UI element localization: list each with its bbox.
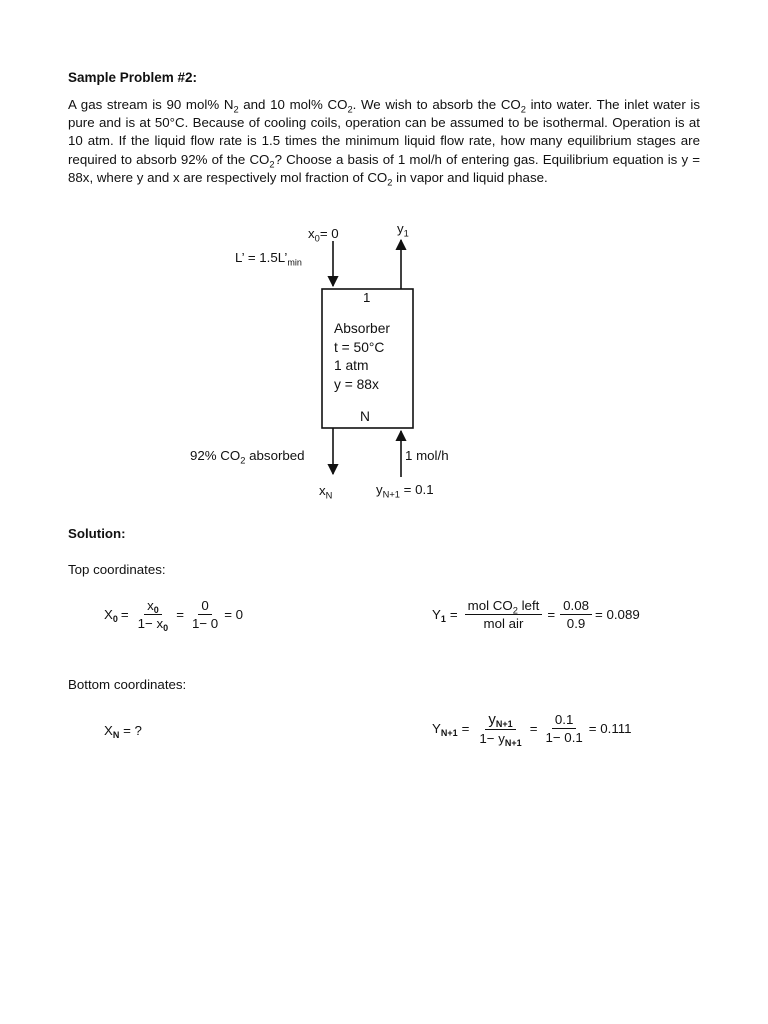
fraction: $\frac{mol CO_2 left}{\text{mol air}}$ (465, 598, 543, 631)
fraction: $\frac{y_{N+1}}{1- y_{N+1}}$ (479, 711, 522, 748)
solution-heading: Solution: (68, 526, 126, 541)
xN-equation: $X_N$ = ? (104, 723, 142, 740)
absorbed-label: 92% $CO_2$ absorbed (190, 448, 305, 466)
yN1-label: $y_{N+1} = 0.1$ (376, 482, 434, 500)
y1-equation: $Y_1$ = $\frac{mol CO_2 left}{\text{mol air}}$ = $\frac{0.08}{0.9}$ = 0.089 (432, 598, 640, 631)
bottom-coordinates-label: Bottom coordinates: (68, 677, 187, 692)
absorber-conditions (334, 320, 390, 394)
absorber-line: y = 88x (334, 376, 379, 392)
top-coordinates-label: Top coordinates: (68, 562, 166, 577)
absorber-line: t = 50°C (334, 339, 385, 355)
yN1-equation: $Y_{N+1}$ = $\frac{y_{N+1}}{1- y_{N+1}}$ = $\frac{0.1}{1- 0.1}$ = 0.111 (432, 711, 632, 748)
absorber-line: 1 atm (334, 358, 369, 373)
problem-title: Sample Problem #2: (68, 70, 198, 85)
stage-bottom-number: N (360, 409, 370, 424)
fraction: $\frac{0.1}{1- 0.1}$ (545, 712, 583, 745)
absorber-line: Absorber (334, 321, 390, 336)
fraction: $\frac{0}{1- 0}$ (191, 598, 219, 631)
xN-label: $x_N$ (319, 483, 333, 501)
y1-label: $y_1$ (397, 221, 409, 239)
fraction: $\frac{0.08}{0.9}$ (560, 598, 592, 631)
fraction: $\frac{x_0}{1- x_0}$ (137, 598, 169, 633)
problem-statement: A gas stream is 90 mol% $N_2$ and 10 mol% $CO_2$. We wish to absorb the $CO_2$ into water. The inlet water is pure and is at 50°C. Because of cooling coils, operation can be assumed to be isothermal. Operation is at 10 atm. If the liquid flow rate is 1.5 times the minimum liquid flow rate, how many equilibrium stages are required to absorb 92% of the $CO_2$? Choose a basis of 1 mol/h of entering gas. Equilibrium equation is y = 88x, where y and x are respectively mol fraction of $CO_2$ in vapor and liquid phase. (68, 97, 701, 188)
stage-top-number: 1 (363, 290, 371, 305)
x0-label: $x_0= 0$ (308, 226, 339, 244)
liquid-rate-label: L’ = $1.5L’_{min}$ (235, 250, 302, 268)
x0-equation: $X_0$ = $\frac{x_0}{1- x_0}$ = $\frac{0}{1- 0}$ = 0 (104, 598, 244, 633)
gas-feed-label: 1 mol/h (405, 448, 449, 463)
